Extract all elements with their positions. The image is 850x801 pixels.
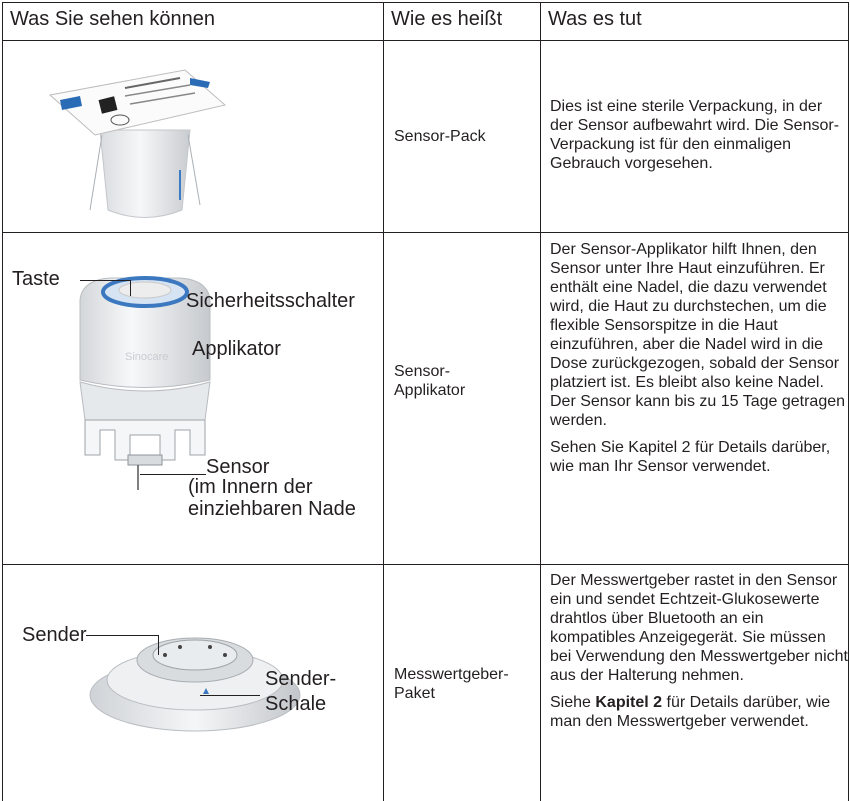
col-divider-2 — [540, 2, 541, 801]
applicator-desc-reference: Sehen Sie Kapitel 2 für Details darüber, wie man Ihr Sensor verwendet. — [550, 439, 831, 475]
callout-applicator: Applikator — [192, 338, 281, 360]
sensor-pack-image — [40, 60, 240, 230]
callout-safety-switch: Sicherheitsschalter — [186, 290, 355, 312]
applicator-brand-text: Sinocare — [125, 351, 169, 363]
table-top-border — [2, 2, 848, 3]
transmitter-description — [550, 571, 848, 739]
callout-sender-bowl-line1: Sender- — [265, 668, 337, 690]
callout-inside-line1: (im Innern der — [188, 476, 313, 498]
callout-inside-line2: einziehbaren Nade — [188, 498, 356, 520]
row1-bottom-border — [2, 232, 848, 233]
reference-suffix: für Details darüber, wie man den Messwertgeber verwendet. — [550, 694, 831, 730]
applicator-name: Sensor- Applikator — [394, 363, 466, 399]
callout-sender: Sender — [22, 624, 87, 646]
table-right-border — [848, 2, 849, 801]
callout-line-sender-bowl — [200, 695, 260, 696]
column-header-what-you-see: Was Sie sehen können — [10, 8, 215, 30]
column-header-function: Was es tut — [548, 8, 642, 30]
header-bottom-border — [2, 40, 848, 41]
transmitter-desc-text: Der Messwertgeber rastet in den Sensor ein und sendet Echtzeit-Glukosewerte drahtlos über Bluetooth an ein kompatibles Anzeigegerät. Sie müssen bei Verwendung den Messwertgeber nicht aus der Halterung nehmen. — [550, 572, 848, 684]
sensor-pack-description — [550, 97, 848, 181]
callout-line-sender-vertical — [158, 635, 159, 655]
callout-line-sender — [86, 635, 158, 636]
callout-line-sensor — [140, 474, 206, 475]
callout-sensor: Sensor — [206, 456, 270, 478]
callout-line-taste — [80, 280, 130, 281]
callout-line-taste-vertical — [130, 280, 131, 296]
applicator-desc-text: Der Sensor-Applikator hilft Ihnen, den Sensor unter Ihre Haut einzuführen. Er enthält eine Nadel, die dazu verwendet wird, die Haut zu durchstechen, um die flexible Sensorspitze in die Haut einzuführen, aber die Nadel wird in die Dose zurückgezogen, sobald der Sensor platziert ist. Es bleibt also keine Nadel. Der Sensor kann bis zu 15 Tage getragen werden. — [550, 241, 846, 429]
row2-bottom-border — [2, 564, 848, 565]
chapter-reference: Kapitel 2 — [595, 694, 663, 711]
applicator-description — [550, 240, 848, 484]
column-header-name: Wie es heißt — [391, 8, 503, 30]
transmitter-name: Messwertgeber- Paket — [394, 666, 509, 702]
col-divider-1 — [383, 2, 384, 801]
reference-prefix: Siehe — [550, 694, 596, 711]
sensor-pack-name: Sensor-Pack — [394, 128, 486, 145]
callout-taste: Taste — [12, 268, 60, 290]
callout-sender-bowl-line2: Schale — [265, 693, 327, 715]
transmitter-desc-reference — [550, 693, 848, 731]
sensor-pack-desc-text: Dies ist eine sterile Verpackung, in der der Sensor aufbewahrt wird. Die Sensor-Verpackung ist für den einmaligen Gebrauch vorgesehen. — [550, 98, 840, 172]
table-left-border — [2, 2, 3, 801]
